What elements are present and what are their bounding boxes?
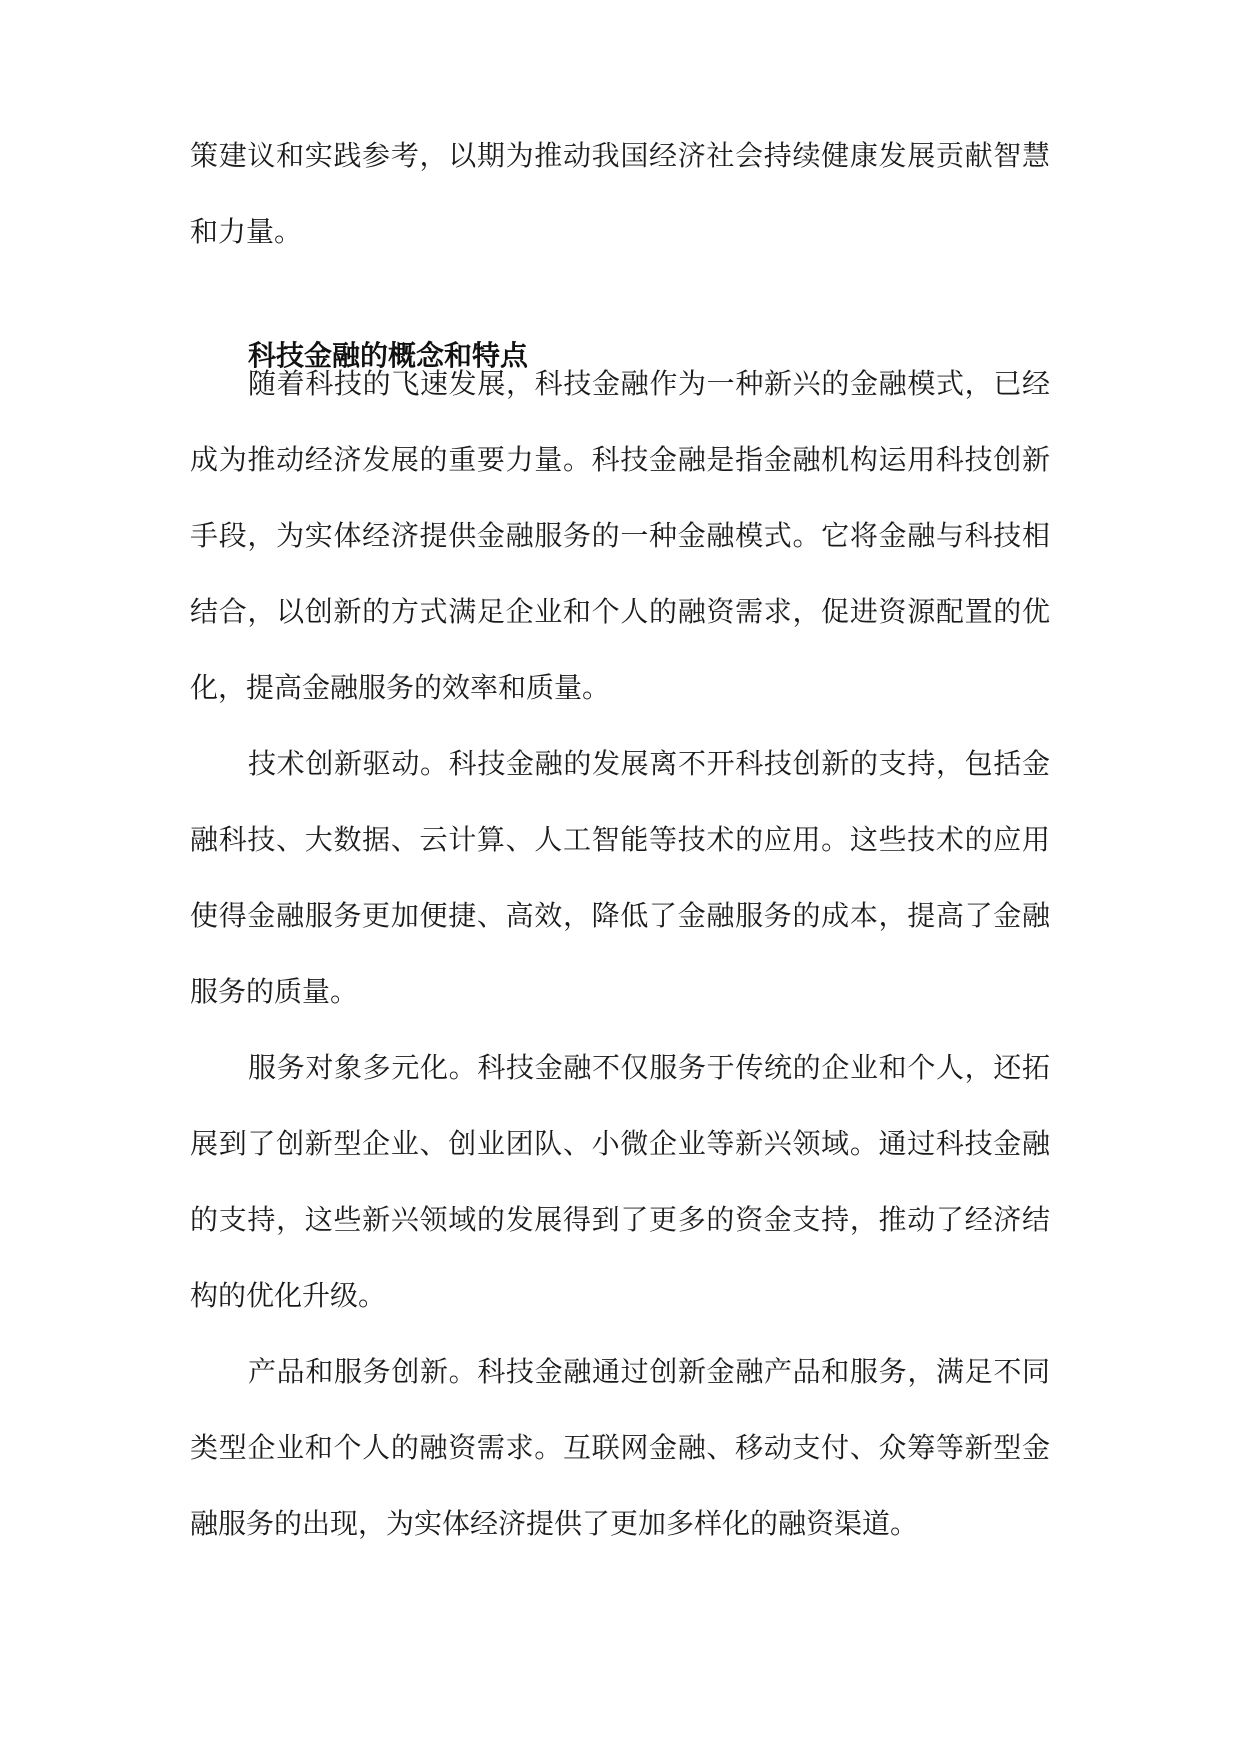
section-heading: 科技金融的概念和特点 — [248, 339, 529, 372]
paragraph-concept: 随着科技的飞速发展，科技金融作为一种新兴的金融模式，已经成为推动经济发展的重要力量。科技金融是指金融机构运用科技创新手段，为实体经济提供金融服务的一种金融模式。它将金融与科技相结合，以创新的方式满足企业和个人的融资需求，促进资源配置的优化，提高金融服务的效率和质量。 — [190, 367, 1050, 704]
paragraph-tech-innovation: 技术创新驱动。科技金融的发展离不开科技创新的支持，包括金融科技、大数据、云计算、人工智能等技术的应用。这些技术的应用使得金融服务更加便捷、高效，降低了金融服务的成本，提高了金融服务的质量。 — [190, 747, 1050, 1008]
section-body — [190, 346, 1050, 1562]
paragraph-diverse-clients: 服务对象多元化。科技金融不仅服务于传统的企业和个人，还拓展到了创新型企业、创业团队、小微企业等新兴领域。通过科技金融的支持，这些新兴领域的发展得到了更多的资金支持，推动了经济结构的优化升级。 — [190, 1051, 1050, 1312]
intro-continuation-block — [190, 118, 1050, 270]
intro-continuation-paragraph: 策建议和实践参考，以期为推动我国经济社会持续健康发展贡献智慧和力量。 — [190, 139, 1050, 248]
paragraph-product-innovation: 产品和服务创新。科技金融通过创新金融产品和服务，满足不同类型企业和个人的融资需求。互联网金融、移动支付、众筹等新型金融服务的出现，为实体经济提供了更加多样化的融资渠道。 — [190, 1355, 1050, 1540]
